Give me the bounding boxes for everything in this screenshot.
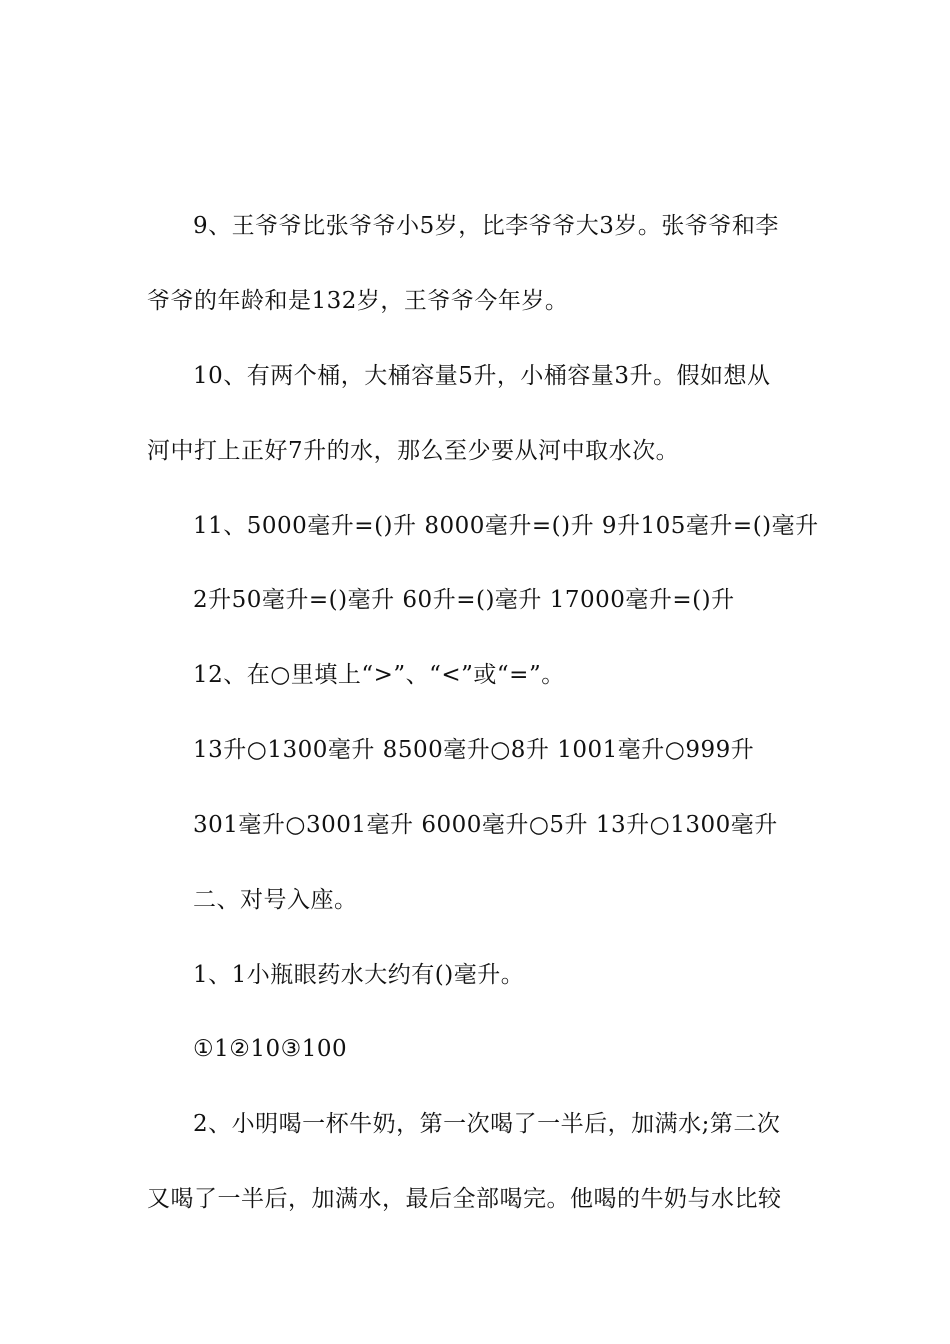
question-10-line-1: 10、有两个桶，大桶容量5升，小桶容量3升。假如想从 (193, 363, 771, 389)
choice-question-2-line-2: 又喝了一半后，加满水，最后全部喝完。他喝的牛奶与水比较 (147, 1186, 782, 1212)
question-10-line-2: 河中打上正好7升的水，那么至少要从河中取水次。 (147, 438, 680, 464)
question-12-line-1: 13升○1300毫升 8500毫升○8升 1001毫升○999升 (193, 737, 755, 763)
question-9-line-1: 9、王爷爷比张爷爷小5岁，比李爷爷大3岁。张爷爷和李 (193, 213, 779, 239)
question-11-line-2: 2升50毫升=()毫升 60升=()毫升 17000毫升=()升 (193, 587, 735, 613)
question-11-line-1: 11、5000毫升=()升 8000毫升=()升 9升105毫升=()毫升 (193, 513, 819, 539)
choice-question-2-line-1: 2、小明喝一杯牛奶，第一次喝了一半后，加满水;第二次 (193, 1111, 781, 1137)
section-heading: 二、对号入座。 (193, 887, 358, 913)
question-12-line-2: 301毫升○3001毫升 6000毫升○5升 13升○1300毫升 (193, 812, 778, 838)
choice-question-1: 1、1小瓶眼药水大约有()毫升。 (193, 962, 525, 988)
choice-question-1-options: ①1②10③100 (193, 1036, 348, 1062)
question-9-line-2: 爷爷的年龄和是132岁，王爷爷今年岁。 (147, 288, 569, 314)
question-12-prompt: 12、在○里填上“>”、“<”或“=”。 (193, 662, 565, 688)
